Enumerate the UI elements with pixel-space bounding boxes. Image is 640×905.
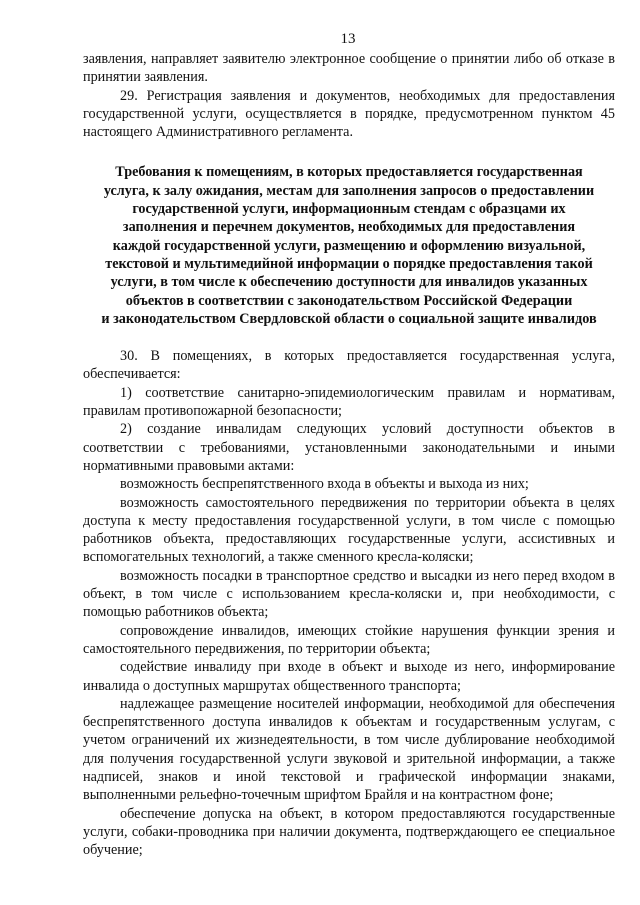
paragraph-30: 30. В помещениях, в которых предоставляется государственная услуга, обеспечивается: [83, 348, 615, 383]
condition-item: содействие инвалиду при входе в объект и выходе из него, информирование инвалида о доступных маршрутах общественного транспорта; [83, 659, 615, 694]
condition-item: возможность посадки в транспортное средство и высадки из него перед входом в объект, в том числе с использованием кресла-коляски и, при необходимости, с помощью работников объекта; [83, 567, 615, 621]
heading-line: государственной услуги, информационным стендам с образцами их [132, 201, 566, 218]
heading-line: Требования к помещениям, в которых предоставляется государственная [115, 164, 583, 181]
heading-line: текстовой и мультимедийной информации о порядке предоставления такой [105, 255, 593, 272]
intro-paragraph-continuation: заявления, направляет заявителю электронное сообщение о принятии либо об отказе в принятии заявления. [83, 51, 615, 86]
heading-line: каждой государственной услуги, размещению и оформлению визуальной, [112, 237, 586, 254]
paragraph-29: 29. Регистрация заявления и документов, необходимых для предоставления государственной услуги, осуществляется в порядке, предусмотренном пунктом 45 настоящего Административного регламента. [83, 87, 615, 141]
condition-item: возможность самостоятельного передвижения по территории объекта в целях доступа к месту предоставления государственной услуги, в том числе с помощью работников объекта, предоставляющих государственные услуги, ассистивных и вспомогательных технологий, а также сменного кресла-коляски; [83, 494, 615, 566]
heading-line: заполнения и перечнем документов, необходимых для предоставления [122, 219, 576, 236]
page-number: 13 [340, 31, 356, 47]
heading-line: объектов в соответствии с законодательством Российской Федерации [125, 292, 573, 309]
heading-line: услуга, к залу ожидания, местам для заполнения запросов о предоставлении [103, 182, 595, 199]
section-heading [83, 163, 615, 328]
list-item-1: 1) соответствие санитарно-эпидемиологическим правилам и нормативам, правилам противопожарной безопасности; [83, 384, 615, 420]
heading-line: услуги, в том числе к обеспечению доступности для инвалидов указанных [110, 274, 588, 291]
condition-item: обеспечение допуска на объект, в котором предоставляются государственные услуги, собаки-проводника при наличии документа, подтверждающего ее специальное обучение; [83, 805, 615, 859]
document-page [83, 30, 615, 859]
condition-item: надлежащее размещение носителей информации, необходимой для обеспечения беспрепятственного доступа инвалидов к объектам и государственным услугам, с учетом ограничений их жизнедеятельности, в том числе дублирование необходимой для получения государственной услуги звуковой и зрительной информации, а также надписей, знаков и иной текстовой и графической информации знаками, выполненными рельефно-точечным шрифтом Брайля и на контрастном фоне; [83, 695, 615, 804]
condition-item: сопровождение инвалидов, имеющих стойкие нарушения функции зрения и самостоятельного передвижения, по территории объекта; [83, 622, 615, 657]
heading-line: и законодательством Свердловской области о социальной защите инвалидов [101, 310, 597, 327]
condition-item: возможность беспрепятственного входа в объекты и выхода из них; [120, 476, 529, 493]
list-item-2: 2) создание инвалидам следующих условий доступности объектов в соответствии с требованиями, установленными законодательными и иными нормативными правовыми актами: [83, 421, 615, 474]
